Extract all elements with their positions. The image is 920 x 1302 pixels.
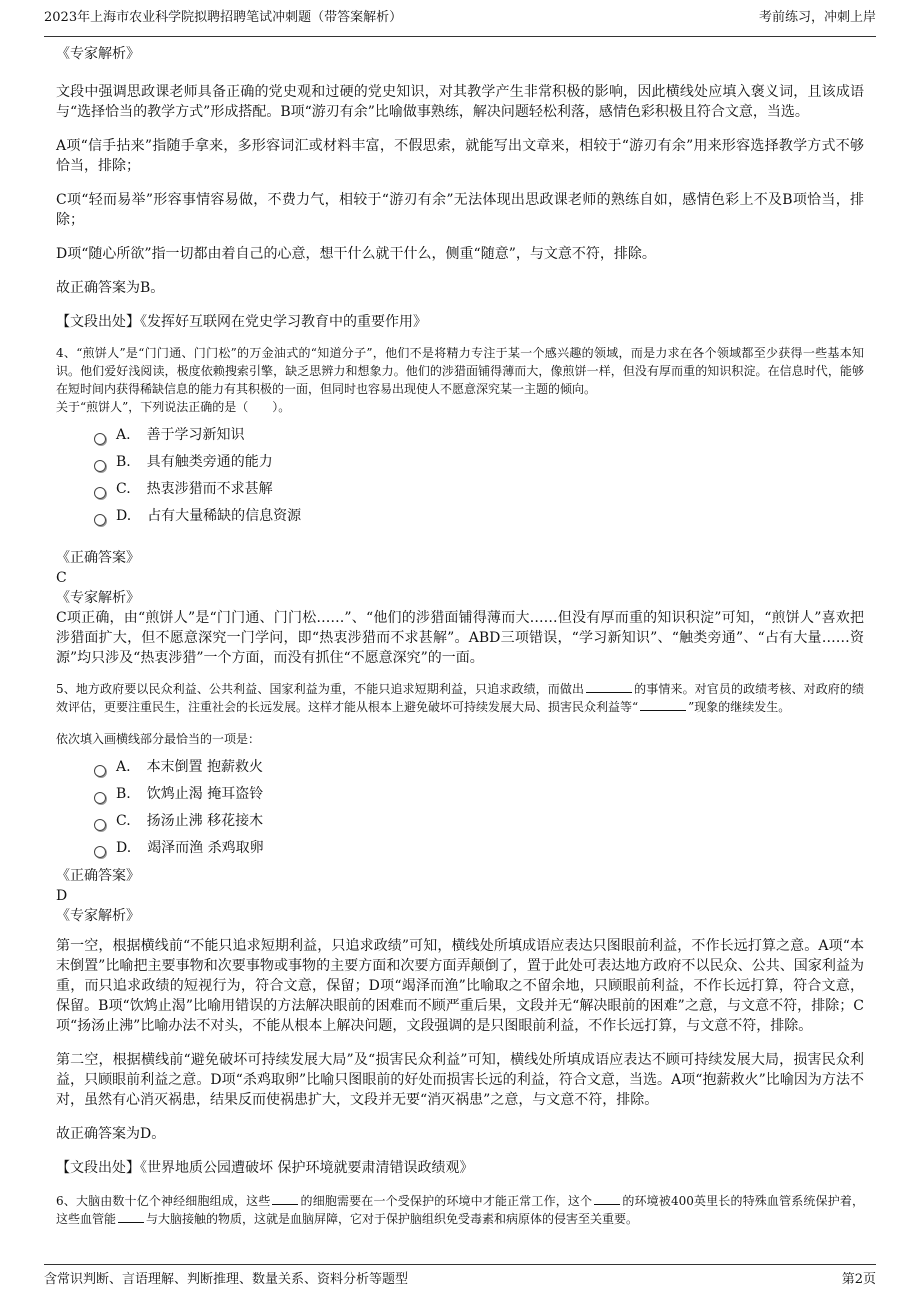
analysis-paragraph: C项“轻而易举”形容事情容易做，不费力气，相较于“游刃有余”无法体现出思政课老师的熟练自如，感情色彩上不及B项恰当，排除；: [56, 192, 864, 228]
analysis-label: 《专家解析》: [56, 908, 140, 924]
option-d[interactable]: D. 占有大量稀缺的信息资源: [94, 503, 864, 530]
radio-icon[interactable]: [94, 433, 106, 445]
option-a[interactable]: A. 本末倒置 抱薪救火: [94, 754, 864, 781]
option-b[interactable]: B. 具有触类旁通的能力: [94, 449, 864, 476]
question-4: [56, 344, 864, 668]
radio-icon[interactable]: [94, 487, 106, 499]
page-content: [56, 40, 864, 1228]
answer-conclusion: 故正确答案为B。: [56, 280, 165, 296]
question-6: [56, 1192, 864, 1228]
analysis-paragraph: A项“信手拈来”指随手拿来，多形容词汇或材料丰富，不假思索，就能写出文章来，相较于“游刃有余”用来形容选择教学方式不够恰当，排除；: [56, 138, 864, 174]
option-list: [94, 422, 864, 530]
correct-answer: C: [56, 570, 67, 586]
analysis-paragraph: 第二空，根据横线前“避免破坏可持续发展大局”及“损害民众利益”可知，横线处所填成语应表达不顾可持续发展大局，损害民众利益，只顾眼前利益之意。D项“杀鸡取卵”比喻只图眼前的好处而损害长远的利益，符合文意，当选。A项“抱薪救火”比喻因为方法不对，虽然有心消灭祸患，结果反而使祸患扩大，文段并无要“消灭祸患”之意，与文意不符，排除。: [56, 1052, 864, 1108]
analysis-label: 《专家解析》: [56, 46, 140, 62]
header-slogan: 考前练习，冲刺上岸: [758, 10, 876, 25]
page-header: [44, 0, 876, 37]
correct-answer: D: [56, 888, 68, 904]
radio-icon[interactable]: [94, 792, 106, 804]
analysis-paragraph: 文段中强调思政课老师具备正确的党史观和过硬的党史知识，对其教学产生非常积极的影响，因此横线处应填入褒义词，且该成语与“选择恰当的教学方式”形成搭配。B项“游刃有余”比喻做事熟练，解决问题轻松利落，感情色彩积极且符合文意，当选。: [56, 84, 864, 120]
radio-icon[interactable]: [94, 819, 106, 831]
question-prompt: 依次填入画横线部分最恰当的一项是：: [56, 732, 261, 746]
analysis-paragraph: 第一空，根据横线前“不能只追求短期利益，只追求政绩”可知，横线处所填成语应表达只图眼前利益，不作长远打算之意。A项“本末倒置”比喻把主要事物和次要事物或事物的主要方面和次要方面弄颠倒了，置于此处可表达地方政府不以民众、公共、国家利益为重，而只追求政绩的短视行为，符合文意，保留；D项“竭泽而渔”比喻取之不留余地，只顾眼前利益，不作长远打算，符合文意，保留。B项“饮鸩止渴”比喻用错误的方法解决眼前的困难而不顾严重后果，文段并无“解决眼前的困难”之意，与文意不符，排除；C项“扬汤止沸”比喻办法不对头，不能从根本上解决问题，文段强调的是只图眼前利益，不作长远打算，与文意不符，排除。: [56, 938, 864, 1034]
option-a[interactable]: A. 善于学习新知识: [94, 422, 864, 449]
radio-icon[interactable]: [94, 514, 106, 526]
option-b[interactable]: B. 饮鸩止渴 掩耳盗铃: [94, 781, 864, 808]
fill-blank: [118, 1212, 144, 1223]
source-citation: 【文段出处】《发挥好互联网在党史学习教育中的重要作用》: [56, 314, 427, 330]
answer-label: 《正确答案》: [56, 550, 140, 566]
document-title: 2023年上海市农业科学院拟聘招聘笔试冲刺题（带答案解析）: [44, 10, 403, 25]
question-stem: 4、“煎饼人”是“门门通、门门松”的万金油式的“知道分子”，他们不是将精力专注于某一个感兴趣的领域，而是力求在各个领域都至少获得一些基本知识。他们爱好浅阅读，极度依赖搜索引擎，缺乏思辨力和想象力。他们的涉猎面铺得薄而大，像煎饼一样，但没有厚而重的知识积淀。在信息时代，能够在短时间内获得稀缺信息的能力有其积极的一面，但同时也容易出现使人不愿意深究某一主题的倾向。: [56, 346, 864, 396]
option-list: [94, 754, 864, 862]
answer-conclusion: 故正确答案为D。: [56, 1126, 166, 1142]
page-number: 第2页: [841, 1272, 876, 1287]
answer-label: 《正确答案》: [56, 868, 140, 884]
fill-blank: [640, 700, 686, 711]
fill-blank: [586, 682, 632, 693]
analysis-label: 《专家解析》: [56, 590, 140, 606]
analysis-paragraph: D项“随心所欲”指一切都由着自己的心意，想干什么就干什么，侧重“随意”，与文意不符，排除。: [56, 246, 656, 262]
option-c[interactable]: C. 扬汤止沸 移花接木: [94, 808, 864, 835]
radio-icon[interactable]: [94, 846, 106, 858]
question-stem: 5、地方政府要以民众利益、公共利益、国家利益为重，不能只追求短期利益，只追求政绩，而做出 的事情来。对官员的政绩考核、对政府的绩效评估，更要注重民生，注重社会的长远发展。这样才能从根本上避免破坏可持续发展大局、损害民众利益等“ ”现象的继续发生。: [56, 682, 864, 714]
fill-blank: [272, 1194, 298, 1205]
fill-blank: [594, 1194, 620, 1205]
option-d[interactable]: D. 竭泽而渔 杀鸡取卵: [94, 835, 864, 862]
question-prompt: 关于“煎饼人”，下列说法正确的是（ ）。: [56, 400, 291, 414]
question-stem: 6、大脑由数十亿个神经细胞组成，这些 的细胞需要在一个受保护的环境中才能正常工作，这个 的环境被400英里长的特殊血管系统保护着，这些血管能 与大脑接触的物质，这就是血脑屏障，它对于保护脑组织免受毒素和病原体的侵害至关重要。: [56, 1194, 865, 1226]
radio-icon[interactable]: [94, 765, 106, 777]
footer-categories: 含常识判断、言语理解、判断推理、数量关系、资料分析等题型: [44, 1272, 409, 1287]
analysis-paragraph: C项正确，由“煎饼人”是“门门通、门门松……”、“他们的涉猎面铺得薄而大……但没有厚而重的知识积淀”可知，“煎饼人”喜欢把涉猎面扩大，但不愿意深究一门学问，即“热衷涉猎而不求甚解”。ABD三项错误，“学习新知识”、“触类旁通”、“占有大量……资源”均只涉及“热衷涉猎”一个方面，而没有抓住“不愿意深究”的一面。: [56, 610, 864, 666]
option-c[interactable]: C. 热衷涉猎而不求甚解: [94, 476, 864, 503]
question-5: [56, 680, 864, 1178]
radio-icon[interactable]: [94, 460, 106, 472]
page-footer: [44, 1264, 876, 1297]
source-citation: 【文段出处】《世界地质公园遭破坏 保护环境就要肃清错误政绩观》: [56, 1160, 474, 1176]
